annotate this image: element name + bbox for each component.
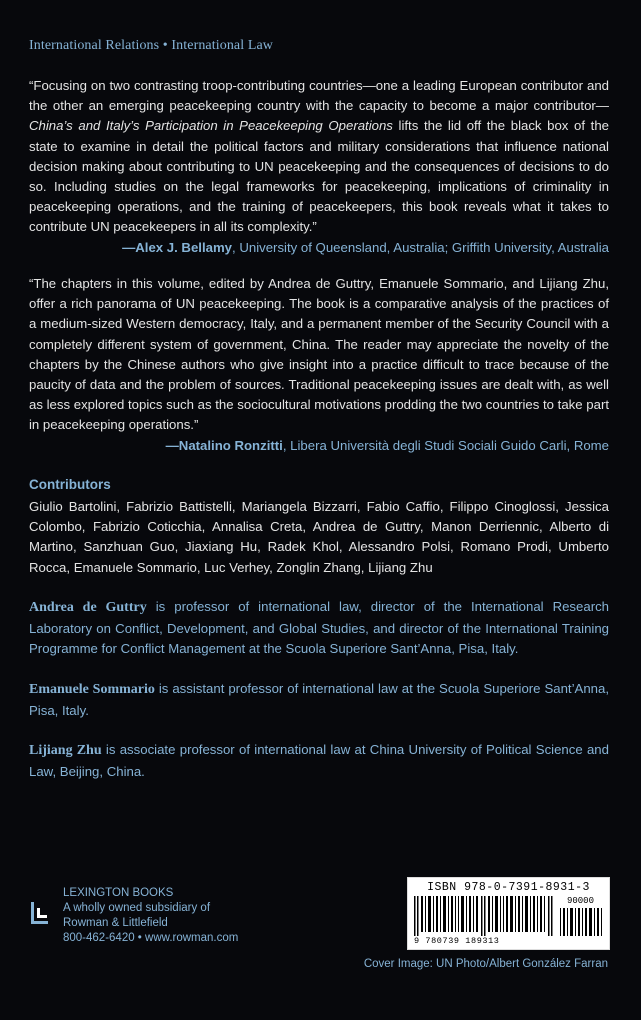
contributors-heading: Contributors <box>29 477 111 492</box>
barcode-addon-bars <box>560 908 604 948</box>
bio-text: is assistant professor of international law at the Scuola Superiore Sant’Anna, Pisa, Italy. <box>29 681 609 718</box>
barcode-digits: 9 780739 189313 <box>414 936 500 946</box>
quote-bellamy <box>29 76 609 238</box>
contributors-list: Giulio Bartolini, Fabrizio Battistelli, Mariangela Bizzarri, Fabio Caffio, Filippo Cinoglossi, Jessica Colombo, Fabrizio Coticchia, Annalisa Creta, Andrea de Guttry, Manon Derriennic, Alberto di Martino, Sanzhuan Guo, Jiaxiang Hu, Radek Khol, Alessandro Polsi, Romano Prodi, Umberto Rocca, Emanuele Sommario, Luc Verhey, Zonglin Zhang, Lijiang Zhu <box>29 499 609 575</box>
attribution-author: —Alex J. Bellamy <box>122 240 233 255</box>
isbn-barcode <box>407 877 610 950</box>
attribution-affiliation: , Libera Università degli Studi Sociali Guido Carli, Rome <box>282 438 609 453</box>
publisher-info <box>63 886 238 946</box>
bio-zhu <box>29 740 609 782</box>
bio-text: is professor of international law, director of the International Research Laboratory on Conflict, Development, and Global Studies, and director of the International Training Programme for Conflict Management at the Scuola Superiore Sant’Anna, Pisa, Italy. <box>29 599 610 656</box>
cover-image-credit: Cover Image: UN Photo/Albert González Farran <box>363 958 608 970</box>
quote-text-a: “Focusing on two contrasting troop-contributing countries—one a leading European contributor and the other an emerging peacekeeping country with the capacity to become a major contributor— <box>29 78 609 114</box>
bio-name: Andrea de Guttry <box>29 600 147 615</box>
bio-text: is associate professor of international law at China University of Political Science and Law, Beijing, China. <box>29 742 609 779</box>
attribution-ronzitti <box>29 438 609 453</box>
barcode-bars <box>414 896 554 936</box>
publisher-subsidiary: A wholly owned subsidiary of <box>63 902 211 914</box>
attribution-affiliation: , University of Queensland, Australia; Griffith University, Australia <box>232 240 609 255</box>
category-line: International Relations • International Law <box>29 38 274 53</box>
barcode-addon-number: 90000 <box>566 896 594 906</box>
book-title: China’s and Italy’s Participation in Peacekeeping Operations <box>29 118 393 134</box>
isbn-number: ISBN 978-0-7391-8931-3 <box>427 881 590 894</box>
quote-text-b: lifts the lid off the black box of the state to examine in detail the political factors and military considerations that influence national decision making about contributing to UN peacekeeping and the consequences of decisions to do so. Including studies on the legal frameworks for peacekeeping, implications of criminality in peacekeeping operations, and the training of peacekeepers, this book reveals what it takes to contribute UN peacekeepers in all its complexity.” <box>29 118 609 235</box>
publisher-logo-icon <box>30 900 50 926</box>
quote-ronzitti: “The chapters in this volume, edited by Andrea de Guttry, Emanuele Sommario, and Lijiang Zhu, offer a rich panorama of UN peacekeeping. The book is a comparative analysis of the practices of a medium-sized Western democracy, Italy, and a permanent member of the Security Council with a completely different system of government, China. The reader may appreciate the novelty of the chapters by the Chinese authors who give insight into a practice difficult to trace because of the paucity of data and the problem of sources. Traditional peacekeeping issues are dealt with, as well as less explored topics such as the sociocultural motivations prodding the two countries to take part in peacekeeping operations.” <box>29 276 609 433</box>
bio-name: Lijiang Zhu <box>29 743 102 758</box>
attribution-author: —Natalino Ronzitti <box>165 438 283 453</box>
attribution-bellamy <box>29 240 609 255</box>
publisher-contact: 800-462-6420 • www.rowman.com <box>63 932 239 944</box>
bio-de-guttry <box>29 597 609 660</box>
bio-name: Emanuele Sommario <box>29 682 155 697</box>
publisher-parent: Rowman & Littlefield <box>63 917 168 929</box>
publisher-name: LEXINGTON BOOKS <box>63 887 174 899</box>
bio-sommario <box>29 679 609 721</box>
